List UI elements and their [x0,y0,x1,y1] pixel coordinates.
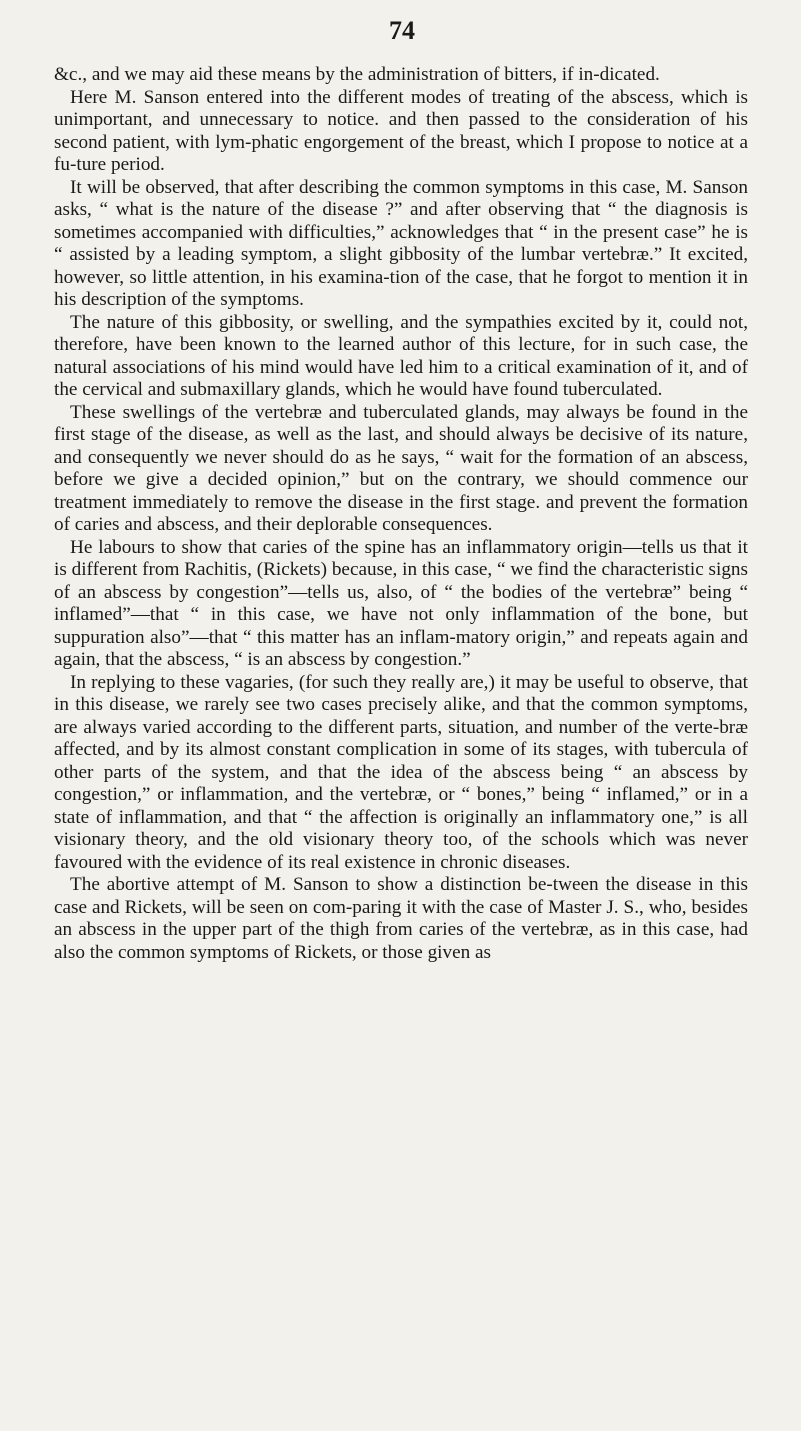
paragraph: The nature of this gibbosity, or swelling, and the sympathies excited by it, could not, therefore, have been known to the learned author of this lecture, for in such case, the natural associations of his mind would have led him to a critical examination of it, and of the cervical and submaxillary glands, which he would have found tuberculated. [54,311,748,400]
page-number: 74 [389,16,415,45]
paragraph: The abortive attempt of M. Sanson to show a distinction be-tween the disease in this case and Rickets, will be seen on com-paring it with the case of Master J. S., who, besides an abscess in the upper part of the thigh from caries of the vertebræ, as in this case, had also the common symptoms of Rickets, or those given as [54,874,748,963]
paragraph: These swellings of the vertebræ and tuberculated glands, may always be found in the first stage of the disease, as well as the last, and should always be decisive of its nature, and consequently we never should do as he says, “ wait for the formation of an abscess, before we give a decided opinion,” but on the contrary, we should commence our treatment immediately to remove the disease in the first stage. and prevent the formation of caries and abscess, and their deplorable consequences. [54,401,748,535]
paragraph: In replying to these vagaries, (for such they really are,) it may be useful to observe, that in this disease, we rarely see two cases precisely alike, and that the common symptoms, are always varied according to the different parts, situation, and number of the verte-bræ affected, and by its almost constant complication in some of its stages, with tubercula of other parts of the system, and that the idea of the abscess being “ an abscess by congestion,” or inflammation, and the vertebræ, or “ bones,” being “ inflamed,” or in a state of inflammation, and that “ the affection is originally an inflammatory one,” is all visionary theory, and the old visionary theory too, of the schools which was never favoured with the evidence of its real existence in chronic diseases. [54,671,748,873]
body-text [54,64,748,964]
paragraph-continuation: &c., and we may aid these means by the administration of bitters, if in-dicated. [54,64,660,85]
paragraph: He labours to show that caries of the spine has an inflammatory origin—tells us that it is different from Rachitis, (Rickets) because, in this case, “ we find the characteristic signs of an abscess by congestion”—tells us, also, of “ the bodies of the vertebræ” being “ inflamed”—that “ in this case, we have not only inflammation of the bone, but suppuration also”—that “ this matter has an inflam-matory origin,” and repeats again and again, that the abscess, “ is an abscess by congestion.” [54,536,748,670]
paragraph: It will be observed, that after describing the common symptoms in this case, M. Sanson asks, “ what is the nature of the disease ?” and after observing that “ the diagnosis is sometimes accompanied with difficulties,” acknowledges that “ in the present case” he is “ assisted by a leading symptom, a slight gibbosity of the lumbar vertebræ.” It excited, however, so little attention, in his examina-tion of the case, that he forgot to mention it in his description of the symptoms. [54,176,748,310]
paragraph: Here M. Sanson entered into the different modes of treating of the abscess, which is unimportant, and unnecessary to notice. and then passed to the consideration of his second patient, with lym-phatic engorgement of the breast, which I propose to notice at a fu-ture period. [54,86,748,175]
